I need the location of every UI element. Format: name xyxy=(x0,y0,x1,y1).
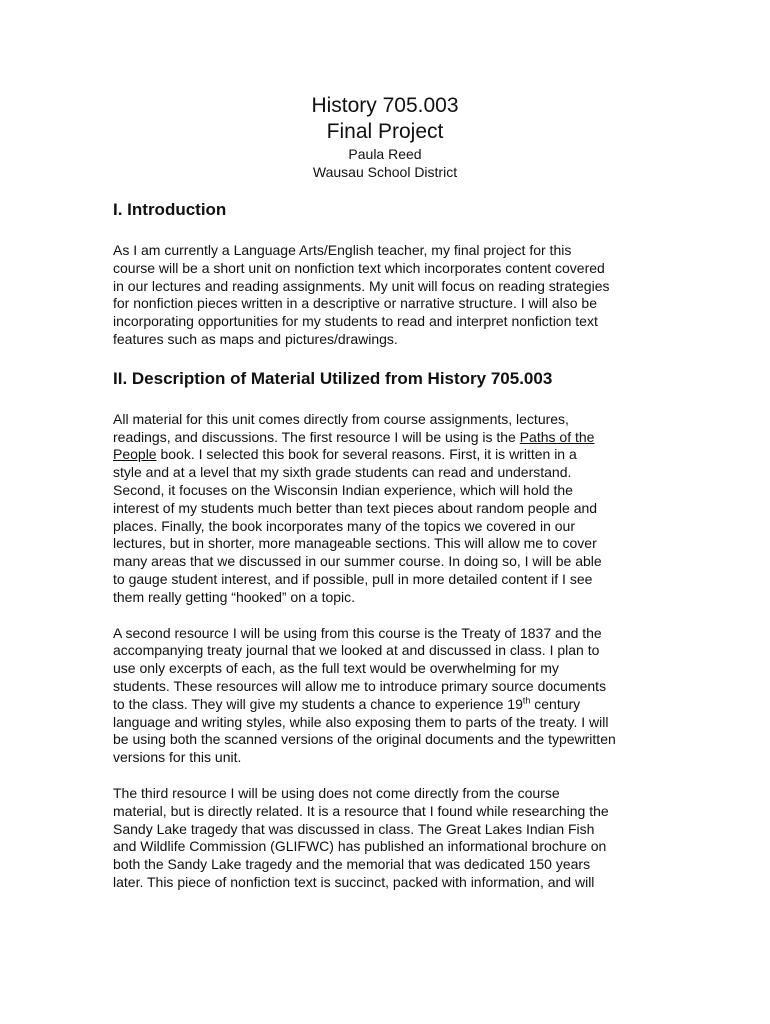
text-line: features such as maps and pictures/drawings. xyxy=(113,330,398,347)
text-line: incorporating opportunities for my students to read and interpret nonfiction text xyxy=(113,313,598,330)
description-paragraph-1 xyxy=(113,411,673,607)
text-line: versions for this unit. xyxy=(113,749,242,766)
text-line: interest of my students much better than text pieces about random people and xyxy=(113,499,598,516)
superscript-ordinal: th xyxy=(522,695,531,706)
document-subtitle: Final Project xyxy=(326,120,444,143)
text-line xyxy=(113,446,673,464)
text-line: use only excerpts of each, as the full text would be overwhelming for my xyxy=(113,660,559,677)
section-heading-description: II. Description of Material Utilized from History 705.003 xyxy=(113,368,553,388)
text-line: The third resource I will be using does not come directly from the course xyxy=(113,784,560,801)
text-line: and Wildlife Commission (GLIFWC) has published an informational brochure on xyxy=(113,838,607,855)
text-line: students. These resources will allow me to introduce primary source documents xyxy=(113,677,607,694)
text-segment: to the class. They will give my students a chance to experience 19 xyxy=(113,695,523,712)
text-line: style and at a level that my sixth grade students can read and understand. xyxy=(113,464,572,481)
document-body xyxy=(113,198,673,910)
text-line: course will be a short unit on nonfiction text which incorporates content covered xyxy=(113,259,605,276)
description-paragraph-3 xyxy=(113,785,673,892)
text-segment: book. I selected this book for several reasons. First, it is written in a xyxy=(156,446,577,463)
text-line: in our lectures and reading assignments. My unit will focus on reading strategies xyxy=(113,277,610,294)
section-heading-introduction: I. Introduction xyxy=(113,200,227,219)
book-title-part2: People xyxy=(113,446,157,463)
introduction-paragraph xyxy=(113,242,673,349)
text-line xyxy=(113,429,673,447)
text-line: All material for this unit comes directly from course assignments, lectures, xyxy=(113,410,569,427)
text-line: A second resource I will be using from this course is the Treaty of 1837 and the xyxy=(113,624,602,641)
text-line xyxy=(113,696,673,714)
title-block xyxy=(0,93,770,181)
text-line: accompanying treaty journal that we looked at and discussed in class. I plan to xyxy=(113,642,600,659)
text-line: Sandy Lake tragedy that was discussed in class. The Great Lakes Indian Fish xyxy=(113,820,595,837)
document-title: History 705.003 xyxy=(311,94,459,117)
text-line: many areas that we discussed in our summer course. In doing so, I will be able xyxy=(113,553,602,570)
text-line: lectures, but in shorter, more manageable sections. This will allow me to cover xyxy=(113,535,597,552)
text-line: places. Finally, the book incorporates many of the topics we covered in our xyxy=(113,517,575,534)
text-line: Second, it focuses on the Wisconsin Indian experience, which will hold the xyxy=(113,481,573,498)
text-line: be using both the scanned versions of the original documents and the typewritten xyxy=(113,731,616,748)
text-line: for nonfiction pieces written in a descriptive or narrative structure. I will also be xyxy=(113,295,597,312)
text-line: language and writing styles, while also exposing them to parts of the treaty. I will xyxy=(113,713,609,730)
text-line: later. This piece of nonfiction text is succinct, packed with information, and will xyxy=(113,873,595,890)
text-line: As I am currently a Language Arts/English teacher, my final project for this xyxy=(113,242,572,258)
book-title-part1: Paths of the xyxy=(519,428,595,445)
text-segment: readings, and discussions. The first resource I will be using is the xyxy=(113,428,520,445)
text-line: them really getting “hooked” on a topic. xyxy=(113,588,356,605)
school-district: Wausau School District xyxy=(312,164,458,180)
text-line: material, but is directly related. It is a resource that I found while researching the xyxy=(113,802,609,819)
text-line: both the Sandy Lake tragedy and the memorial that was dedicated 150 years xyxy=(113,856,591,873)
text-segment: century xyxy=(530,695,581,712)
description-paragraph-2 xyxy=(113,625,673,767)
text-line: to gauge student interest, and if possible, pull in more detailed content if I see xyxy=(113,570,593,587)
author-name: Paula Reed xyxy=(348,146,422,162)
